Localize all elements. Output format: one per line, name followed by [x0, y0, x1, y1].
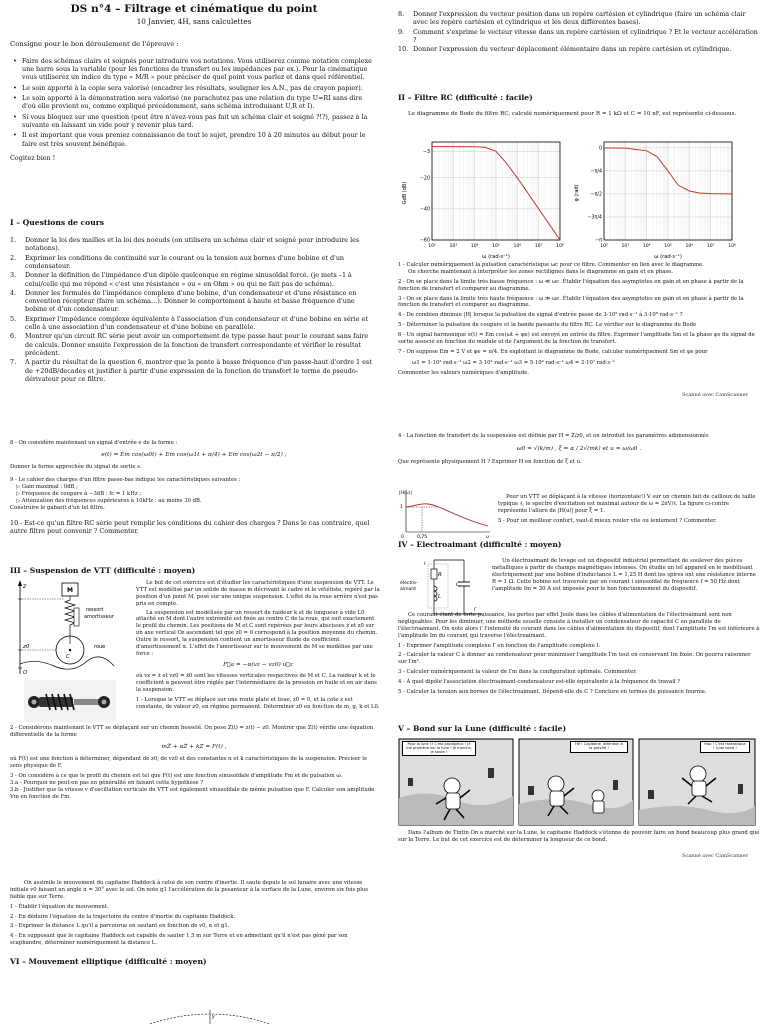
- y-tick-label: 0: [598, 146, 602, 152]
- question: 10 - Est-ce qu'un filtre RC série peut remplir les conditions du cahier des charges ? Dans le cas contraire, quel autre filtre peut convenir ? Commenter.: [10, 518, 370, 535]
- list-item: 9. Comment s'exprime le vecteur vitesse dans un repère cartésien et cylindrique ? Et le vecteur accélération ?: [398, 27, 758, 44]
- transfer-function-graph: [398, 488, 492, 540]
- page-subtitle: 10 Janvier, 4H, sans calculettes: [136, 16, 252, 26]
- x-tick-label: 10⁸: [556, 244, 564, 249]
- consigne-block: [10, 40, 378, 162]
- part3-continued: [398, 433, 760, 466]
- svg-text:C: C: [456, 582, 460, 588]
- svg-text:R: R: [438, 572, 442, 578]
- speech-bubble: Hé ! Capitaine, attention à la gravité !: [570, 741, 628, 753]
- question: Commenter les valeurs numériques d'amplitude.: [398, 369, 529, 376]
- svg-text:z0: z0: [23, 644, 30, 650]
- svg-text:C: C: [66, 654, 70, 660]
- equation: mZ̈ + αŻ + kZ = F(t) ,: [161, 743, 227, 750]
- consigne-closing: Cogitez bien !: [10, 154, 56, 163]
- paragraph: où F(t) est une fonction à déterminer, dépendant de z0, de vz0 et des constantes α et k caractéristiques de la suspension. Préciser le sens physique de F.: [10, 756, 368, 770]
- part5-text: [398, 830, 760, 844]
- y-tick-label: −3: [422, 149, 430, 155]
- question: 1 - Calculer numériquement la pulsation caractéristique ωc pour ce filtre. Commenter en lien avec le diagramme.: [398, 262, 704, 268]
- svg-text:ressort: ressort: [86, 607, 104, 613]
- y-tick-label: −60: [419, 238, 430, 244]
- suspension-diagram: [14, 578, 136, 678]
- consigne-item: • Il est important que vous preniez connaissance de tout le sujet, prendre 10 à 20 minutes au début pour le faire est très souvent bénéfique.: [10, 131, 378, 148]
- question: 5 - Calculer la tension aux bornes de l'électroaimant. Dépend-elle de C ? Conclure en termes de puissance fournie.: [398, 688, 707, 695]
- question: 3.b - Justifier que la vitesse v d'oscillation verticale du VTT est également sinusoïdale de même pulsation que F. Calculer son amplitude Vm en fonction de Fm.: [10, 786, 375, 800]
- question: 4 - À quel dipôle l'association électroaimant-condensateur est-elle équivalente à la fréquence de travail ?: [398, 679, 681, 685]
- svg-text:électro-: électro-: [400, 581, 418, 586]
- y-tick-label: −40: [419, 207, 430, 213]
- tick-label: 0: [401, 535, 404, 540]
- transfer-curve: [406, 504, 488, 526]
- paragraph: où vz = ż et vz0 = ż0 sont les vitesses verticales respectives de M et C. La raideur k et le coefficient α peuvent être réglés par l'intermédiaire de la pression en huile et en air dans la suspension.: [136, 673, 377, 693]
- paragraph: On assimile le mouvement du capitaine Haddock à celui de son centre d'inertie. Il saute depuis le sol lunaire avec une vitesse initiale v0 faisant un angle α = 30° avec le sol. On note g1 l'accélération de la pesanteur à la surface de la Lune, environ six fois plus faible que sur Terre.: [10, 880, 369, 900]
- list-item: 1. Donner la loi des mailles et la loi des noeuds (on utilisera un schéma clair et soigné pour introduire les notations).: [10, 235, 360, 253]
- x-tick-label: 10⁵: [492, 244, 500, 249]
- list-item: 4. Donner les formules de l'impédance complexe d'une bobine, d'un condensateur et d'une résistance en convention récepteur (faire un schéma…). Donner le comportement à haute et basse fréquence d'une bobine et d'un condensateur.: [10, 288, 357, 314]
- y-tick-label: −π/4: [590, 169, 602, 175]
- axis-label: ω (rad·s⁻¹): [654, 254, 682, 260]
- paragraph: Un électroaimant de levage est un dispositif industriel permettant de soulever des pièces métalliques à partir de champs magnétiques intenses. On étudie un tel appareil en le modélisant électriquement par une bobine d'inductance L = 1,25 H dont les spires ont une résistance interne R = 1 Ω. Cette bobine est traversée par un courant i sinusoïdal de fréquence f = 50 Hz dont l'amplitude Im = 30 A est imposée pour le bon fonctionnement du dispositif.: [492, 558, 756, 592]
- paragraph: Ce courant étant de forte puissance, les pertes par effet Joule dans les câbles d'alimentation de l'électroaimant sont non négligeables. Pour les diminuer, une méthode usuelle consiste à installer un condensateur de capacité C en parallèle de l'électroaimant. On note alors i′ l'intensité du courant dans les câbles d'alimentation du dispositif, dont l'amplitude I′m est inférieure à l'amplitude Im du courant qui traverse l'électroaimant.: [398, 612, 760, 639]
- equation: ω0 = √(k/m) , ξ = α / 2√(mk) et u = ω/ω0 .: [516, 445, 642, 452]
- equation: e(t) = Em cos(ω0t) + Em cos(ω1t + π/4) + Em cos(ω2t − π/2) ;: [101, 451, 287, 458]
- section-title: IV – Electroaimant (difficulté : moyen): [398, 540, 562, 549]
- list-item: 3 - Exprimer la distance L qu'il a parcourue en sautant en fonction de v0, α et g1.: [10, 923, 230, 930]
- electromagnet-questions: [398, 612, 760, 696]
- question: 4 - La fonction de transfert de la suspension est définie par H = Z/z0, et on introduit les paramètres adimensionnés: [398, 433, 709, 439]
- cinematique-questions: [398, 10, 760, 55]
- comic-strip: [398, 738, 756, 826]
- chart-grid: [604, 142, 732, 240]
- list-item: 5. Exprimer l'impédance complexe équivalente à l'association d'un condensateur et d'une bobine en série et celle à une association d'un condensateur et d'une bobine en parallèle.: [10, 314, 368, 332]
- question: Donner la forme approchée du signal de sortie s.: [10, 464, 142, 471]
- tick-label: 0,75: [417, 535, 428, 540]
- section-title: V – Bond sur la Lune (difficulté : facile): [398, 724, 567, 733]
- x-tick-label: 10⁸: [728, 244, 736, 249]
- tick-label: 1: [400, 505, 403, 510]
- question: 3.a - Pourquoi ne peut-on pas en généralité en faisant cette hypothèse ?: [10, 779, 204, 786]
- bode-intro: Le diagramme de Bode du filtre RC, calculé numériquement pour R = 1 kΩ et C = 10 nF, est représenté ci-dessous.: [408, 110, 737, 117]
- question: 8 - On considère maintenant un signal d'entrée e de la forme :: [10, 440, 178, 446]
- vtt-speed-text: [498, 494, 760, 525]
- paragraph: Dans l'album de Tintin On a marché sur la Lune, le capitaine Haddock s'étonne de pouvoir faire un bond beaucoup plus grand que sur la Terre. Le but de cet exercice est de déterminer la longueur de ce bond.: [398, 830, 760, 843]
- paragraph: La suspension est modélisée par un ressort de raideur k et de longueur à vide L0 attaché en M dont l'autre extrémité est fixée au centre C de la roue, qui suit exactement le profil du chemin. Les positions de M et C sont repérées par leurs abscisses z et z0 sur un axe vertical Oz ascendant tel que z0 = 0 correspond à la position moyenne du chemin. Outre le ressort, la suspension contient un amortisseur fluide de coefficient d'amortissement α. L'effet de l'amortisseur sur le mouvement de M se modélise par une force :: [136, 609, 378, 657]
- list-item: 10. Donner l'expression du vecteur déplacement élémentaire dans un repère cartésien et cylindrique.: [398, 45, 732, 54]
- list-item: 4 - En supposant que le capitaine Haddock est capable de sauter 1,5 m sur Terre et en admettant qu'il n'est pas gêné par son scaphandre, déterminer numériquement la distance L.: [10, 933, 348, 947]
- paragraph: Le but de cet exercice est d'étudier les caractéristiques d'une suspension de VTT. Le VTT est modélisé par un solide de masse m décrivant le cadre et le vététiste, repéré par la position d'un point M, posé sur une unique suspension. L'effet de la roue arrière n'est pas pris en compte.: [136, 580, 380, 607]
- question: 9 - Le cahier des charges d'un filtre passe-bas indique les caractéristiques suivantes :: [10, 477, 241, 484]
- chart-grid: [432, 142, 560, 240]
- x-tick-label: 10⁷: [534, 244, 543, 249]
- electromagnet-circuit: [398, 556, 486, 618]
- svg-text:O: O: [23, 670, 28, 676]
- part2-questions: [398, 262, 760, 376]
- x-tick-label: 10⁶: [513, 244, 522, 249]
- question: 7 - On suppose Em = 2 V et φe = π/4. En exploitant le diagramme de Bode, calculer numériquement Sm et φs pour: [398, 348, 708, 355]
- paragraph: Pour un VTT se déplaçant à la vitesse (horizontale!) V sur un chemin fait de cailloux de taille typique ℓ, le spectre d'excitation est maximal autour de ω = 2πV/ℓ. La figure ci-contre représente l'allure de |H(u)| pour ξ = 1.: [498, 494, 756, 514]
- question: 4 - De combien diminue |H| lorsque la pulsation du signal d'entrée passe de 3·10⁵ rad·s⁻¹ à 3·10⁶ rad·s⁻¹ ?: [398, 312, 683, 319]
- x-tick-label: 10⁷: [706, 244, 715, 249]
- list-item: 1 - Établir l'équation du mouvement.: [10, 903, 109, 910]
- part3: [10, 566, 378, 576]
- part5: [398, 724, 760, 734]
- bode-gain-chart: [398, 138, 566, 263]
- cin-list: [398, 10, 760, 54]
- question: 3 - Calculer numériquement la valeur de I′m dans la configuration optimale. Commenter.: [398, 669, 637, 676]
- y-tick-label: −20: [419, 176, 430, 182]
- axis-label: φ (rad): [574, 184, 580, 202]
- x-tick-label: 10⁵: [664, 244, 672, 249]
- tick-label: u: [486, 535, 489, 540]
- consigne-item: • Si vous bloquez sur une question (peut être n'avez-vous pas fait un schéma clair et soigné ?!?), passez à la suivante en laissant un vide pour y revenir plus tard.: [10, 113, 378, 130]
- spec-item: ▷ Gain maximal : 0dB ;: [16, 484, 78, 491]
- question: 1 - Exprimer l'amplitude complexe I′ en fonction de l'amplitude complexe I.: [398, 642, 601, 649]
- shock-absorber-image: [24, 680, 116, 722]
- consigne-item: • Faire des schémas clairs et soignés pour introduire vos notations. Vous utiliserez comme notation complexe une barre sous la variable (pour les fonctions de transfert ou les impédances par ex.). Pour la cinématique vous utiliserez un indice du type « M/R » pour préciser de quel point vous parlez et dans quel référentiel.: [10, 57, 378, 82]
- consigne-intro: Consigne pour le bon déroulement de l'épreuve :: [10, 40, 179, 48]
- svg-text:roue: roue: [94, 644, 106, 650]
- question: On cherche maintenant à interpréter les zones rectilignes dans le diagramme en gain et en phase.: [408, 268, 673, 275]
- suspension-questions: [10, 725, 378, 801]
- scanner-mark: Scanné avec CamScanner: [682, 853, 748, 859]
- y-tick-label: −π: [595, 238, 602, 244]
- ellipse-figure: [150, 1008, 270, 1024]
- consigne-item: • Le soin apporté à la copie sera valorisé (encadrer les résultats, souligner les A.N., pas de crayon papier).: [10, 84, 378, 92]
- list-item: 8. Donner l'expression du vecteur position dans un repère cartésien et cylindrique (faire un schéma clair avec les repère cartésien et cylindrique et les deux différentes bases).: [398, 10, 746, 27]
- list-item: 2. Exprimer les conditions de continuité sur le courant ou la tension aux bornes d'une bobine et d'un condensateur.: [10, 253, 345, 270]
- list-item: 3. Donner la définition de l'impédance d'un dipôle quelconque en régime sinusoïdal forcé. (je mets –1 à celui/celle qui me répond « c'est une résistance » ou « en Ohm » ou qui ne fait pas de schéma).: [10, 271, 352, 288]
- question: 2 - On se place dans la limite très basse fréquence : ω ≪ ωc. Établir l'équation des asymptotes en gain et en phase à partir de la fonction de transfert et comparer au diagramme.: [398, 278, 744, 292]
- damper: [74, 608, 79, 626]
- resistor: [431, 569, 437, 579]
- svg-text:aimant: aimant: [400, 587, 417, 592]
- question: 1 - Lorsque le VTT se déplace sur une route plate et lisse, z0 = 0, et la cote z est constante, de valeur z0, en régime permanent. Déterminer z0 en fonction de m, g, k et L0.: [136, 696, 380, 710]
- axis-label: ω (rad·s⁻¹): [482, 254, 510, 260]
- list-item: 6. Montrer qu'un circuit RC série peut avoir un comportement de type passe haut pour le courant sans faire de calculs. Donner ensuite l'expression de la fonction de transfert correspondante et vérifier le résultat précédent.: [10, 332, 369, 358]
- x-tick-label: 10²: [600, 244, 608, 249]
- x-tick-label: 10³: [449, 244, 458, 249]
- svg-text:z: z: [23, 583, 27, 590]
- section-title: III – Suspension de VTT (difficulté : moyen): [10, 566, 196, 575]
- arrow-icon: [18, 580, 22, 586]
- question: 6 - Un signal harmonique e(t) = Em cos(ωt + φe) est envoyé en entrée du filtre. Exprimer l'amplitude Sm et la phase φs du signal de sortie associé en fonction du module et de l'argument de la fonction de transfert.: [398, 332, 755, 345]
- section-title: I – Questions de cours: [10, 218, 105, 227]
- consigne-list: [10, 57, 378, 148]
- section-title: VI – Mouvement elliptique (difficulté : moyen): [10, 957, 207, 966]
- svg-text:L: L: [438, 594, 442, 600]
- svg-text:amortisseur: amortisseur: [84, 614, 114, 620]
- equation: F⃗a = −α(vz − vz0) u⃗z: [223, 661, 293, 668]
- consigne-item: • Le soin apporté à la démonstration sera valorisé (ne parachutez pas une relation du type U=RI sans dire d'où elle provient ou, comme expliqué précédemment, sans schéma introduisant U,R et I).: [10, 94, 378, 111]
- question: 2 - Calculer la valeur C à donner au condensateur pour minimiser l'amplitude I′m tout en conservant Im fixée. On pourra raisonner sur I′m².: [398, 652, 751, 666]
- question: 2 - Considérons maintenant le VTT se déplaçant sur un chemin bosselé. On pose Z(t) = z(t) − z0. Montrer que Z(t) vérifie une équation différentielle de la forme: [10, 725, 374, 738]
- part6-text: [10, 880, 378, 967]
- page-title: DS n°4 – Filtrage et cinématique du point: [70, 3, 318, 15]
- omega-values: ω1 = 1·10² rad·s⁻¹ ω2 = 3·10³ rad·s⁻¹ ω3 = 5·10⁴ rad·s⁻¹ ω4 = 2·10⁷ rad·s⁻¹: [412, 359, 616, 366]
- svg-text:M: M: [67, 587, 73, 594]
- header: [10, 3, 378, 26]
- part1: [10, 218, 378, 384]
- list-item: 2 - En déduire l'équation de la trajectoire du centre d'inertie du capitaine Haddock.: [10, 913, 236, 920]
- x-tick-label: 10⁴: [642, 244, 651, 249]
- question: 3 - On se place dans la limite très haute fréquence : ω ≫ ωc. Établir l'équation des asymptotes en gain et en phase à partir de la fonction de transfert et comparer au diagramme.: [398, 295, 744, 309]
- question: Construire le gabarit d'un tel filtre.: [10, 504, 105, 511]
- course-questions: [10, 236, 378, 384]
- spec-item: ▷ Atténuation des fréquences supérieures à 10kHz : au moins 30 dB.: [16, 497, 202, 504]
- x-tick-label: 10²: [428, 244, 436, 249]
- scanner-mark: Scanné avec CamScanner: [682, 392, 748, 398]
- part4: [398, 540, 760, 550]
- x-tick-label: 10⁶: [685, 244, 694, 249]
- question: 5 - Déterminer la pulsation de coupure et la bande passante du filtre RC. Le vérifier sur le diagramme de Bode: [398, 322, 697, 329]
- suspension-text: [136, 580, 380, 711]
- axis-label: |H(u)|: [399, 491, 413, 496]
- bode-phase-chart: [570, 138, 738, 263]
- question: 5 - Pour un meilleur confort, vaut-il mieux rouler vite ou lentement ? Commenter.: [498, 517, 717, 524]
- filter-questions: [10, 440, 378, 535]
- question: Que représente physiquement H ? Exprimer H en fonction de ξ et u.: [398, 459, 582, 466]
- svg-text:i′: i′: [474, 607, 477, 613]
- svg-text:i: i: [424, 561, 426, 567]
- x-tick-label: 10⁴: [470, 244, 479, 249]
- list-item: 7. A partir du résultat de la question 6, montrer que la pente à basse fréquence d'un passe-haut d'ordre 1 est de +20dB/decades et justifier à partir d'une expression de la fonction de transfert le terme de pseudo-dérivateur pour ce filtre.: [10, 358, 372, 384]
- section-title: II – Filtre RC (difficulté : facile): [398, 93, 533, 102]
- inductor: [434, 586, 437, 601]
- question: 3 - On considère à ce que le profil du chemin est tel que F(t) est une fonction sinusoïdale d'amplitude Fm et de pulsation ω.: [10, 773, 343, 780]
- part2: [398, 93, 760, 118]
- speech-bubble: Hop ! C'est fantastique ! Quel bond !: [700, 741, 750, 753]
- spec-item: ▷ Fréquence de coupure à −3dB : fc = 1 kHz ;: [16, 491, 142, 498]
- x-tick-label: 10³: [621, 244, 630, 249]
- axis-label: GdB (dB): [402, 181, 408, 205]
- svg-text:y: y: [212, 1014, 215, 1020]
- y-tick-label: −3π/4: [587, 215, 602, 221]
- chart-marks: [420, 147, 564, 249]
- electromagnet-text: [492, 558, 760, 592]
- speech-bubble: Pour la lune !? C'est prodigieux ! Je me promène sur la lune ! Je marche, je saute !: [402, 741, 476, 756]
- y-tick-label: −π/2: [590, 192, 602, 198]
